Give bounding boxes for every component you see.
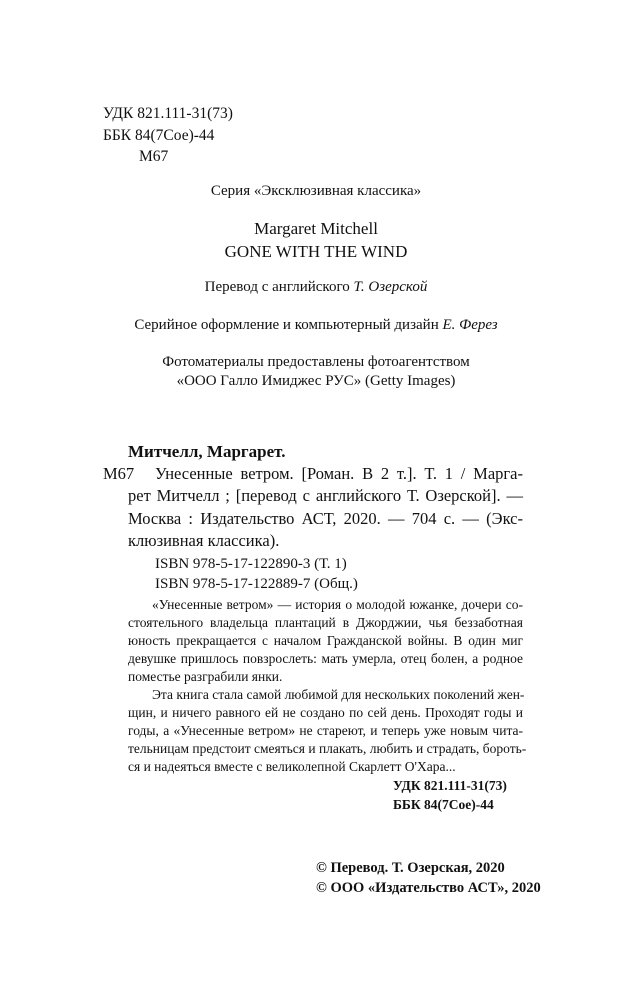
original-author: Margaret Mitchell: [254, 219, 378, 238]
catalog-line: Унесенные ветром. [Роман. В 2 т.]. Т. 1 / Марга-: [155, 464, 523, 483]
annotation-line: девушке пришлось повзрослеть: мать умерла, отец болен, а родное: [128, 651, 523, 666]
copyright-translation: © Перевод. Т. Озерская, 2020: [316, 860, 505, 876]
annotation-line: ся и надеяться вместе с великолепной Скарлетт О'Хара...: [128, 759, 456, 774]
copyright-publisher: © ООО «Издательство АСТ», 2020: [316, 880, 541, 896]
photo-credit-line1: Фотоматериалы предоставлены фотоагентством: [162, 354, 470, 370]
annotation-udc: УДК 821.111-31(73): [393, 778, 507, 793]
translation-prefix: Перевод с английского: [204, 279, 354, 295]
translator-name: Т. Озерской: [353, 279, 428, 295]
udc-code: УДК 821.111-31(73): [103, 105, 233, 122]
annotation-line: стоятельного владельца плантаций в Джорджии, чья беззаботная: [128, 615, 523, 630]
annotation-line: «Унесенные ветром» — история о молодой южанке, дочери со-: [152, 597, 523, 612]
annotation-line: тельницам предстоит смеяться и плакать, любить и страдать, бороть-: [128, 741, 527, 756]
annotation-line: поместье разграбили янки.: [128, 669, 283, 684]
isbn-set: ISBN 978-5-17-122889-7 (Общ.): [155, 576, 358, 592]
annotation-bbk: ББК 84(7Сое)-44: [393, 797, 494, 812]
original-title: GONE WITH THE WIND: [224, 242, 408, 261]
bbk-code: ББК 84(7Сое)-44: [103, 127, 215, 144]
series-line: Серия «Эксклюзивная классика»: [210, 183, 422, 199]
catalog-mark: М67: [103, 464, 135, 483]
annotation-line: годы, а «Унесенные ветром» не стареют, и теперь уже новым чита-: [128, 723, 523, 738]
annotation-line: Эта книга стала самой любимой для нескольких поколений жен-: [152, 687, 525, 702]
isbn-volume: ISBN 978-5-17-122890-3 (Т. 1): [155, 556, 347, 572]
design-prefix: Серийное оформление и компьютерный дизайн: [134, 317, 443, 333]
designer-name: Е. Ферез: [442, 317, 498, 333]
catalog-line: клюзивная классика).: [128, 531, 280, 550]
catalog-line: Москва : Издательство АСТ, 2020. — 704 с. — (Экс-: [128, 509, 523, 528]
catalog-line: рет Митчелл ; [перевод с английского Т. Озерской]. —: [128, 486, 523, 505]
author-mark: М67: [139, 148, 169, 165]
catalog-author-heading: Митчелл, Маргарет.: [128, 442, 286, 461]
annotation-line: юность прекращается с началом Гражданской войны. В один миг: [128, 633, 523, 648]
design-credit: [0, 318, 632, 333]
annotation-line: щин, и ничего равного ей не создано по сей день. Проходят годы и: [128, 705, 523, 720]
photo-credit-line2: «ООО Галло Имиджес РУС» (Getty Images): [176, 373, 456, 389]
translation-credit: [0, 280, 632, 295]
